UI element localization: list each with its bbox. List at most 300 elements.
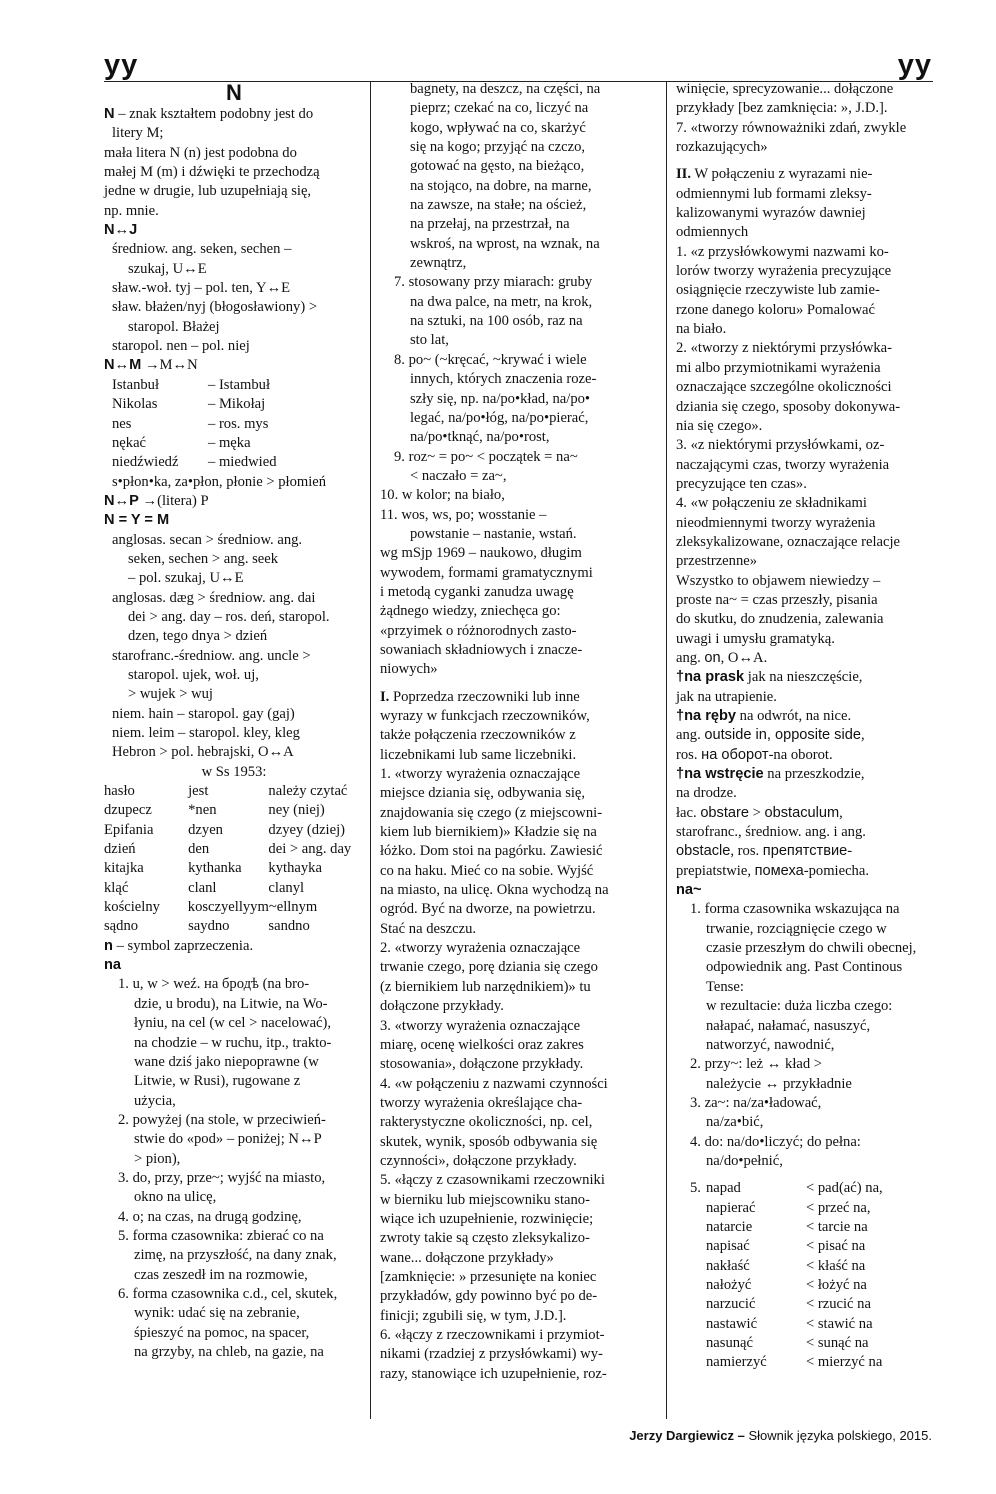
text: się na kogo; przyjąć na czczo, — [410, 139, 586, 156]
text-line — [676, 185, 934, 204]
text: wyrazy w funkcjach rzeczowników, — [380, 708, 590, 724]
text-line — [676, 572, 934, 591]
text-line — [676, 119, 934, 138]
text-line — [104, 182, 364, 201]
text-line — [104, 743, 364, 762]
text-line — [380, 448, 650, 467]
text-line — [676, 320, 934, 339]
text: oznaczające szczególne okoliczności — [676, 379, 892, 396]
text-line — [380, 390, 650, 409]
text: rakterystyczne okoliczności, np. cel, — [380, 1114, 593, 1131]
text-line — [380, 1094, 650, 1113]
text: starofranc., średniow. ang. i ang. — [676, 824, 866, 841]
text-line — [676, 862, 934, 881]
item-number — [690, 1257, 706, 1276]
table-cell: dei > ang. day — [268, 841, 352, 858]
table-cell: Epifania — [104, 821, 154, 838]
text: kogo, wpływać na co, skarżyć — [410, 119, 586, 136]
text: stwie do «pod» – poniżej; N↔P — [134, 1131, 322, 1148]
text: także połączenia rzeczowników z — [380, 727, 576, 744]
foreign-term: на оборот — [701, 746, 769, 763]
headword: †na prask — [676, 669, 745, 686]
text: i metodą cyganki zanudza uwagę — [380, 583, 574, 600]
text: na odwrót, na nice. — [736, 708, 852, 724]
text: nałapać, nałamać, nasuszyć, — [706, 1017, 871, 1034]
text-line — [380, 506, 650, 525]
text-line — [104, 240, 364, 259]
entry-headword-line — [104, 956, 364, 975]
text-line — [380, 215, 650, 234]
text-line — [380, 1326, 650, 1345]
column-2 — [380, 80, 650, 1384]
entry-headword-line — [104, 511, 364, 530]
text-line — [676, 533, 934, 552]
text-line — [380, 1075, 650, 1094]
text: odpowiednik ang. Past Continous — [706, 959, 903, 976]
text: szukaj, U↔E — [128, 260, 207, 277]
text: na stojąco, na dobre, na marne, — [410, 177, 592, 194]
text: miarę, ocenę wielkości oraz zakres — [380, 1036, 584, 1053]
text: zewnątrz, — [410, 255, 467, 272]
text-line — [380, 881, 650, 900]
pair-left: nes — [112, 415, 132, 432]
text-line — [676, 1075, 934, 1094]
text: odmiennych — [676, 224, 749, 241]
text: jak na utrapienie. — [676, 688, 777, 705]
pair-left: niedźwiedź — [112, 454, 179, 471]
text: nia się czego». — [676, 417, 763, 434]
item-number — [690, 1237, 706, 1256]
text: – pol. szukaj, U↔E — [128, 570, 244, 587]
text-line — [380, 583, 650, 602]
pair-left: nasunąć — [706, 1335, 754, 1351]
column-divider-1 — [370, 81, 371, 1419]
table-row — [104, 801, 364, 820]
text: rozkazujących» — [676, 139, 768, 156]
text: nikami (rzadziej z przysłówkami) wy- — [380, 1346, 603, 1363]
text-line — [676, 978, 934, 997]
headword: N↔P — [104, 492, 139, 509]
text: 11. wos, ws, po; wosstanie – — [380, 506, 547, 523]
text: mała litera N (n) jest podobna do — [104, 144, 297, 161]
text-line — [380, 467, 650, 486]
column-3 — [676, 80, 934, 1373]
pair-right: – męka — [208, 434, 251, 451]
table-cell: należy czytać — [268, 783, 348, 800]
text: s•płon•ka, za•płon, płonie > płomień — [112, 473, 327, 490]
text: naczającymi czas, tworzy wyrażenia — [676, 456, 890, 473]
text-line — [676, 138, 934, 157]
text: łóżko. Dom stoi na pagórku. Zawiesić — [380, 843, 603, 860]
text: -na oborot. — [768, 746, 833, 763]
text-line — [104, 124, 364, 143]
text: Stać na deszczu. — [380, 920, 477, 937]
text-line — [380, 939, 650, 958]
text-line — [104, 279, 364, 298]
text: 1. «tworzy wyrażenia oznaczające — [380, 766, 581, 783]
text: zwroty takie są często zleksykalizo- — [380, 1230, 590, 1247]
pair-right: – miedwied — [208, 454, 277, 471]
text-line — [104, 569, 364, 588]
text: 3. do, przy, prze~; wyjść na miasto, — [118, 1169, 326, 1186]
text-line — [380, 997, 650, 1016]
text: na drodze. — [676, 785, 737, 802]
foreign-term: outside in, opposite side — [704, 727, 861, 744]
text-line — [676, 1113, 934, 1132]
text-line — [380, 920, 650, 939]
text: mi albo przymiotnikami wyrażenia — [676, 359, 881, 376]
text-line — [380, 80, 650, 99]
text-line — [676, 591, 934, 610]
text: 2. powyżej (na stole, w przeciwień- — [118, 1111, 326, 1128]
text-line — [104, 705, 364, 724]
text: 1. u, w > weź. на бродѣ (na bro- — [118, 976, 310, 993]
headword: N↔M — [104, 357, 142, 374]
text-line — [380, 1229, 650, 1248]
entry-headword-line — [676, 668, 934, 687]
table-cell: kythanka — [188, 860, 242, 877]
text-line — [104, 1304, 364, 1323]
text: litery M; — [112, 125, 164, 142]
text-line — [104, 1246, 364, 1265]
text-line — [676, 339, 934, 358]
pair-left: Istanbuł — [112, 376, 160, 393]
headword: n — [104, 937, 113, 954]
text: ros. — [676, 746, 702, 763]
text-line — [380, 688, 650, 707]
table-row — [104, 859, 364, 878]
table-cell: hasło — [104, 783, 135, 800]
text: na miasto, na ulicę. Okna wychodzą na — [380, 882, 609, 899]
text-line — [676, 804, 934, 823]
pair-left: natarcie — [706, 1218, 753, 1235]
text: sowaniach składniowych i znacze- — [380, 641, 583, 658]
text-line — [380, 1345, 650, 1364]
section-letter: N — [226, 80, 242, 105]
text-line — [676, 958, 934, 977]
text-line — [380, 726, 650, 745]
text: Litwie, w Rusi), rugowane z — [134, 1073, 301, 1090]
pair-row — [676, 1237, 934, 1256]
text: 4. «w połączeniu ze składnikami — [676, 495, 867, 512]
text: dołączone przykłady. — [380, 998, 504, 1015]
text: na chodzie – w ruchu, itp., trakto- — [134, 1034, 332, 1051]
text-line — [380, 1017, 650, 1036]
text-line — [104, 337, 364, 356]
pair-row — [676, 1257, 934, 1276]
foreign-term: obstaculum — [764, 804, 840, 821]
text: lorów tworzy wyrażenia precyzujące — [676, 263, 892, 280]
text: np. mnie. — [104, 202, 159, 219]
text: na/za•bić, — [706, 1114, 764, 1131]
headword: †na ręby — [676, 708, 737, 724]
text-line — [104, 1266, 364, 1285]
text-line — [104, 202, 364, 221]
text: 3. «z niektórymi przysłówkami, oz- — [676, 437, 885, 454]
text-line — [380, 842, 650, 861]
text-line — [676, 552, 934, 571]
table-row — [104, 840, 364, 859]
text: anglosas. secan > średniow. ang. — [112, 531, 303, 548]
text-line — [380, 1365, 650, 1384]
text: «przyimek o różnorodnych zasto- — [380, 622, 577, 639]
text-line — [104, 473, 364, 492]
table-cell: kythayka — [268, 860, 322, 877]
text-line — [380, 293, 650, 312]
text: finicji; zgubili się, w tym, J.D.]. — [380, 1307, 567, 1324]
pair-row — [104, 376, 364, 395]
text: jedne w drugie, lub uzupełniają się, — [104, 183, 312, 200]
text-line — [380, 707, 650, 726]
text: miejsce dziania się, odbywania się, — [380, 785, 586, 802]
text-line — [380, 486, 650, 505]
text: precyzujące ten czas». — [676, 475, 807, 492]
text: trwanie, rozciągnięcie czego w — [706, 920, 887, 937]
text: znajdowania się czego (z miejscowni- — [380, 804, 603, 821]
text: odmiennymi lub formami zleksy- — [676, 185, 872, 202]
table-cell: kosczyellyym — [187, 899, 269, 916]
text: nieodmiennymi tworzy wyrażenia — [676, 514, 876, 531]
text: , — [839, 804, 843, 821]
text: 7. «tworzy równoważniki zdań, zwykle — [676, 119, 907, 136]
text-line — [104, 995, 364, 1014]
item-number — [690, 1334, 706, 1353]
text: dziania się czego, sposoby dokonywa- — [676, 398, 901, 415]
text: 5. «łączy z czasownikami rzeczowniki — [380, 1172, 605, 1189]
table-cell: sądno — [104, 918, 139, 935]
table-cell: dzyey (dziej) — [268, 821, 345, 838]
pair-left: nastawić — [706, 1315, 758, 1332]
item-number — [690, 1276, 706, 1295]
pair-row — [104, 395, 364, 414]
text: czas zeszedł im na rozmowie, — [134, 1266, 308, 1283]
text: ang. — [676, 727, 705, 744]
text: 4. o; na czas, na drugą godzinę, — [118, 1208, 302, 1225]
pair-left: napierać — [706, 1199, 756, 1216]
text: – symbol zaprzeczenia. — [112, 937, 254, 954]
text-line — [104, 1188, 364, 1207]
text-line — [676, 223, 934, 242]
running-header-left: yy — [104, 49, 139, 81]
text-line — [380, 351, 650, 370]
text: →(litera) P — [138, 492, 209, 509]
headword: N = Y = M — [104, 512, 170, 529]
text-line — [676, 842, 934, 861]
text-line — [104, 144, 364, 163]
text: na dwa palce, na metr, na krok, — [410, 293, 593, 310]
text: staropol. Błażej — [128, 318, 220, 335]
text: dzie, u brodu), na Litwie, na Wo- — [134, 995, 328, 1012]
text: żądnego wiedzy, zniechęca go: — [380, 603, 561, 620]
text-line — [104, 685, 364, 704]
text-line — [380, 823, 650, 842]
headword: N — [104, 106, 115, 122]
text: staropol. nen – pol. niej — [112, 338, 250, 355]
entry-headword-line — [676, 707, 934, 726]
text-line — [104, 666, 364, 685]
foreign-term: obstare — [700, 804, 749, 821]
text-line — [104, 298, 364, 317]
text: 1. «z przysłówkowymi nazwami ko- — [676, 243, 889, 260]
text-line — [380, 1191, 650, 1210]
pair-left: nękać — [112, 434, 147, 451]
text: ogród. Być na dworze, na powietrzu. — [380, 901, 596, 918]
pair-left: nałożyć — [706, 1276, 752, 1293]
text: > — [749, 804, 765, 821]
text: gotować na gęsto, na bieżąco, — [410, 158, 585, 175]
pair-row — [676, 1295, 934, 1314]
pair-left: Nikolas — [112, 396, 158, 413]
table-row — [104, 821, 364, 840]
text: niem. leim – staropol. kley, kleg — [112, 725, 300, 741]
footer-title: Słownik języka polskiego, 2015. — [748, 1428, 932, 1443]
text: legać, na/po•łóg, na/po•pierać, — [410, 409, 589, 426]
text: wg mSjp 1969 – naukowo, długim — [380, 545, 582, 562]
text-line — [676, 610, 934, 629]
text: Poprzedza rzeczowniki lub inne — [389, 688, 580, 705]
text: natworzyć, nawodnić, — [706, 1036, 835, 1053]
text-line — [104, 1150, 364, 1169]
pair-left: nakłaść — [706, 1257, 750, 1274]
text-line — [104, 1072, 364, 1091]
text-line — [676, 398, 934, 417]
footer-author: Jerzy Dargiewicz — [629, 1428, 734, 1443]
pair-right: – Mikołaj — [208, 396, 266, 413]
text: – znak kształtem podobny jest do — [114, 106, 314, 122]
pair-row — [104, 453, 364, 472]
entry-headword-line — [104, 356, 364, 375]
pair-right: < pisać na — [806, 1238, 866, 1255]
text-line — [380, 525, 650, 544]
text: 6. «łączy z rzeczownikami i przymiot- — [380, 1327, 605, 1343]
text-line — [676, 920, 934, 939]
text-line — [676, 243, 934, 262]
foreign-term: obstacle — [676, 843, 731, 860]
table-cell: jest — [188, 783, 209, 800]
text-line — [380, 177, 650, 196]
text-line — [676, 1055, 934, 1074]
text-line — [380, 862, 650, 881]
text: łyniu, na cel (w cel > nacelować), — [134, 1015, 332, 1032]
text: proste na~ = czas przeszły, pisania — [676, 591, 878, 608]
table-cell: clanl — [188, 879, 217, 896]
table-cell: saydno — [188, 918, 230, 935]
text-line — [380, 978, 650, 997]
text: wskroś, na wprost, na wznak, na — [410, 235, 600, 252]
text-line — [104, 1343, 364, 1362]
text: starofranc.-średniow. ang. uncle > — [112, 647, 311, 664]
pair-right: < kłaść na — [806, 1257, 866, 1274]
text-line — [104, 1130, 364, 1149]
text-line — [676, 456, 934, 475]
spacer — [676, 1171, 934, 1179]
text-line — [676, 99, 934, 118]
text-line — [104, 1324, 364, 1343]
text: prepiatstwie, — [676, 862, 755, 879]
text-line — [676, 204, 934, 223]
text-line — [380, 1113, 650, 1132]
text-line — [104, 1014, 364, 1033]
pair-left: narzucić — [706, 1296, 756, 1313]
text-line — [676, 997, 934, 1016]
foreign-term: препятствие — [762, 843, 848, 860]
text: użycia, — [134, 1092, 176, 1109]
text: wywodem, formami gramatycznymi — [380, 564, 593, 581]
pair-right: < tarcie na — [806, 1218, 868, 1235]
table-row — [104, 917, 364, 936]
entry-headword-line — [104, 492, 364, 511]
text-line — [104, 589, 364, 608]
section-number: I. — [380, 688, 390, 705]
text: przykładów, gdy powinno być po de- — [380, 1288, 598, 1305]
text: śpieszyć na pomoc, na spacer, — [134, 1324, 310, 1341]
text-line — [104, 1227, 364, 1246]
item-number: 5. — [690, 1180, 701, 1197]
headword: †na wstręcie — [676, 766, 764, 783]
text: -pomiecha. — [803, 862, 869, 879]
text-line — [380, 254, 650, 273]
text: przykłady [bez zamknięcia: », J.D.]. — [676, 100, 888, 117]
text-line — [380, 196, 650, 215]
pair-left: namierzyć — [706, 1354, 767, 1371]
item-number — [690, 1218, 706, 1237]
table-row — [104, 782, 364, 801]
spacer — [676, 157, 934, 165]
pair-right: < rzucić na — [806, 1296, 871, 1313]
text-line — [676, 1094, 934, 1113]
text-line — [676, 649, 934, 668]
text: 2. przy~: leż ↔ kład > — [690, 1056, 823, 1073]
text: w bierniku lub miejscowniku stano- — [380, 1191, 590, 1208]
text-line — [676, 514, 934, 533]
text: dei > ang. day – ros. deń, staropol. — [128, 608, 330, 625]
pair-right: < pad(ać) na, — [806, 1180, 883, 1197]
text: sław. błażen/nyj (błogosławiony) > — [112, 299, 318, 316]
pair-row — [676, 1315, 934, 1334]
foreign-term: on — [704, 649, 721, 666]
text-line — [380, 1249, 650, 1268]
text-line — [380, 622, 650, 641]
text: razy, stanowiące ich uzupełnienie, roz- — [380, 1365, 607, 1382]
table-cell: ney (niej) — [268, 802, 325, 819]
text-line — [380, 370, 650, 389]
text: anglosas. dæg > średniow. ang. dai — [112, 589, 316, 606]
text: W połączeniu z wyrazami nie- — [691, 166, 873, 183]
text-line — [104, 1034, 364, 1053]
text: wane dziś jako niepoprawne (w — [134, 1053, 319, 1070]
text: 3. za~: na/za•ładować, — [690, 1094, 822, 1111]
footer-separator: – — [733, 1428, 749, 1443]
text: [zamknięcie: » przesunięte na koniec — [380, 1268, 597, 1285]
text-line — [104, 531, 364, 550]
text: szły się, np. na/po•kład, na/po• — [410, 390, 591, 407]
pair-row — [676, 1218, 934, 1237]
text-line — [380, 544, 650, 563]
text-line — [380, 1268, 650, 1287]
text: wynik: udać się na zebranie, — [134, 1305, 300, 1322]
text: 3. «tworzy wyrażenia oznaczające — [380, 1017, 581, 1034]
entry-headword-line — [676, 765, 934, 784]
text: na/do•pełnić, — [706, 1152, 783, 1169]
text-line — [104, 1169, 364, 1188]
text-line — [104, 1208, 364, 1227]
text-line — [104, 627, 364, 646]
text: na grzyby, na chleb, na gazie, na — [134, 1344, 324, 1360]
text: tworzy wyrażenia określające cha- — [380, 1094, 583, 1111]
text-line — [676, 784, 934, 803]
text: > pion), — [134, 1150, 181, 1167]
text: Tense: — [706, 978, 744, 995]
